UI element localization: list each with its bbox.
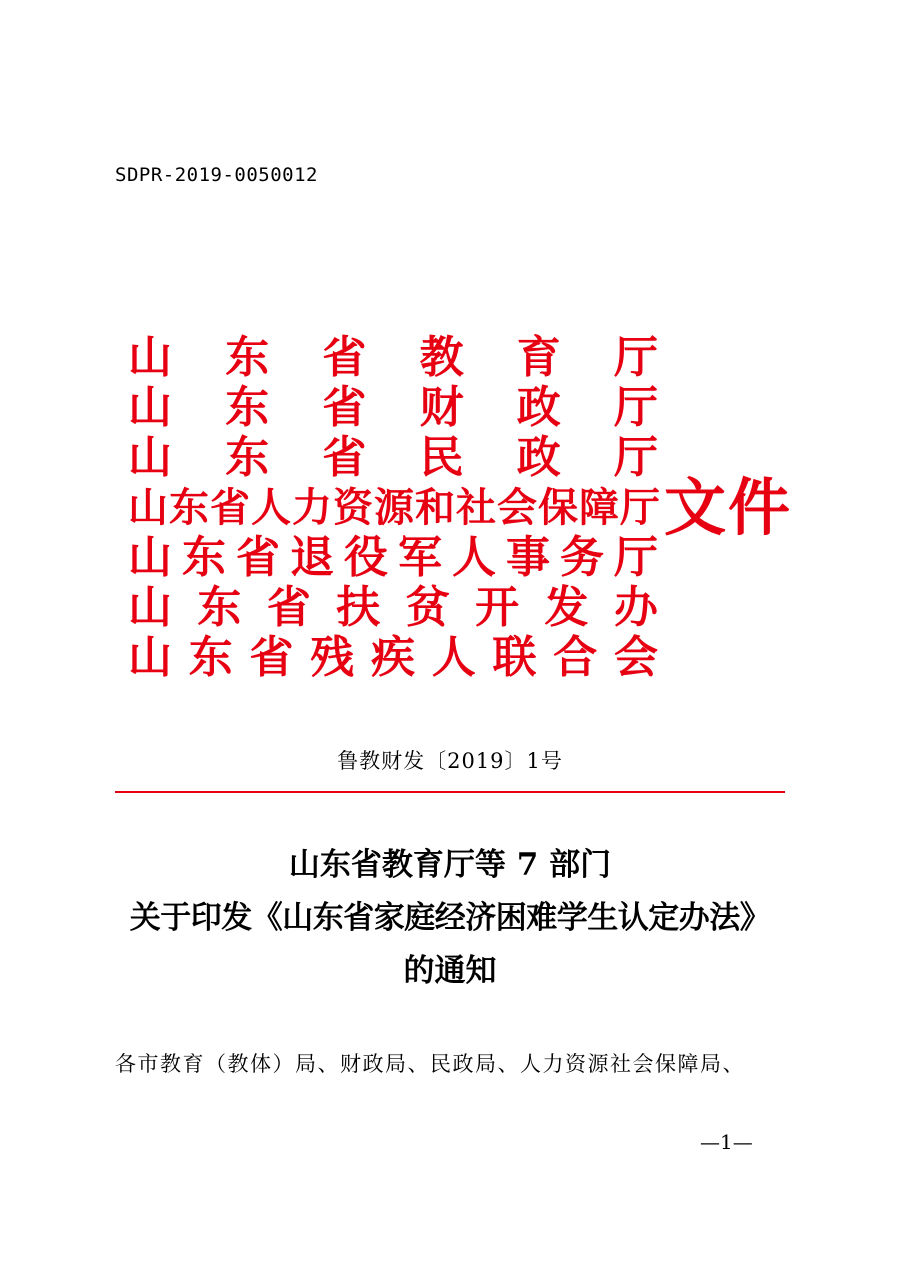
issuer-char: 源 [374,484,412,531]
issuer-char: 厅 [614,532,658,583]
issuer-char: 保 [538,484,576,531]
issuer-char: 政 [516,382,561,433]
issuer-char: 省 [249,632,294,683]
issuer-veterans-affairs-dept [128,533,658,583]
issuer-char: 务 [560,532,604,583]
issuer-char: 联 [492,632,537,683]
issuer-char: 省 [210,484,248,531]
title-line-2: 关于印发《山东省家庭经济困难学生认定办法》 [129,900,771,936]
issuer-char: 东 [188,632,233,683]
issuer-char: 退 [290,532,334,583]
document-suffix: 文件 [664,471,793,544]
issuer-char: 民 [419,432,464,483]
issuer-char: 山 [128,432,172,483]
title-line-3: 的通知 [403,953,497,989]
page-number: —1— [700,1130,753,1154]
issuer-char: 东 [197,582,242,633]
issuer-char: 省 [322,332,367,383]
issuer-char: 山 [128,532,172,583]
issuer-char: 人 [431,632,476,683]
issuer-poverty-alleviation-office [128,583,658,633]
red-divider-line [115,791,785,793]
issuer-char: 贫 [405,582,450,633]
issuer-char: 东 [182,532,226,583]
issuer-char: 人 [452,532,496,583]
issuer-char: 事 [506,532,550,583]
issuer-char: 厅 [613,432,658,483]
issuer-char: 省 [322,382,367,433]
issuer-char: 山 [128,582,172,633]
issuer-char: 山 [128,332,172,383]
document-number: 鲁教财发〔2019〕1号 [337,749,563,773]
issuer-char: 社 [456,484,494,531]
issuer-human-resources-dept [128,483,658,533]
issuer-char: 办 [613,582,658,633]
issuer-char: 东 [169,484,207,531]
issuer-char: 役 [344,532,388,583]
issuer-char: 军 [398,532,442,583]
issuer-char: 山 [128,382,172,433]
issuer-char: 东 [225,432,270,483]
issuer-char: 合 [553,632,598,683]
issuer-char: 会 [497,484,535,531]
body-salutation: 各市教育（教体）局、财政局、民政局、人力资源社会保障局、 [115,1052,745,1076]
document-code: SDPR-2019-0050012 [115,164,318,186]
issuer-char: 政 [516,432,561,483]
issuer-finance-dept [128,383,658,433]
issuer-char: 和 [415,484,453,531]
issuer-char: 省 [322,432,367,483]
issuer-char: 扶 [336,582,381,633]
issuer-char: 疾 [371,632,415,683]
issuer-char: 财 [419,382,464,433]
issuer-char: 东 [225,382,270,433]
issuer-civil-affairs-dept [128,433,658,483]
issuer-char: 省 [266,582,311,633]
issuer-char: 山 [128,484,166,531]
issuer-char: 人 [251,484,289,531]
issuer-disabled-persons-federation [128,633,658,683]
issuer-char: 发 [544,582,589,633]
issuer-char: 残 [310,632,355,683]
issuer-char: 厅 [613,332,658,383]
issuer-char: 会 [614,632,658,683]
issuing-departments-header [128,332,793,683]
issuer-char: 资 [333,484,371,531]
issuer-char: 东 [225,332,270,383]
issuer-char: 厅 [620,484,658,531]
issuer-char: 育 [516,332,561,383]
issuer-char: 力 [292,484,330,531]
issuer-char: 厅 [613,382,658,433]
issuer-char: 开 [475,582,520,633]
issuer-education-dept [128,333,658,383]
title-line-1: 山东省教育厅等 7 部门 [288,847,612,883]
issuer-char: 障 [579,484,617,531]
issuer-char: 山 [128,632,172,683]
issuer-char: 教 [419,332,464,383]
issuer-char: 省 [236,532,280,583]
